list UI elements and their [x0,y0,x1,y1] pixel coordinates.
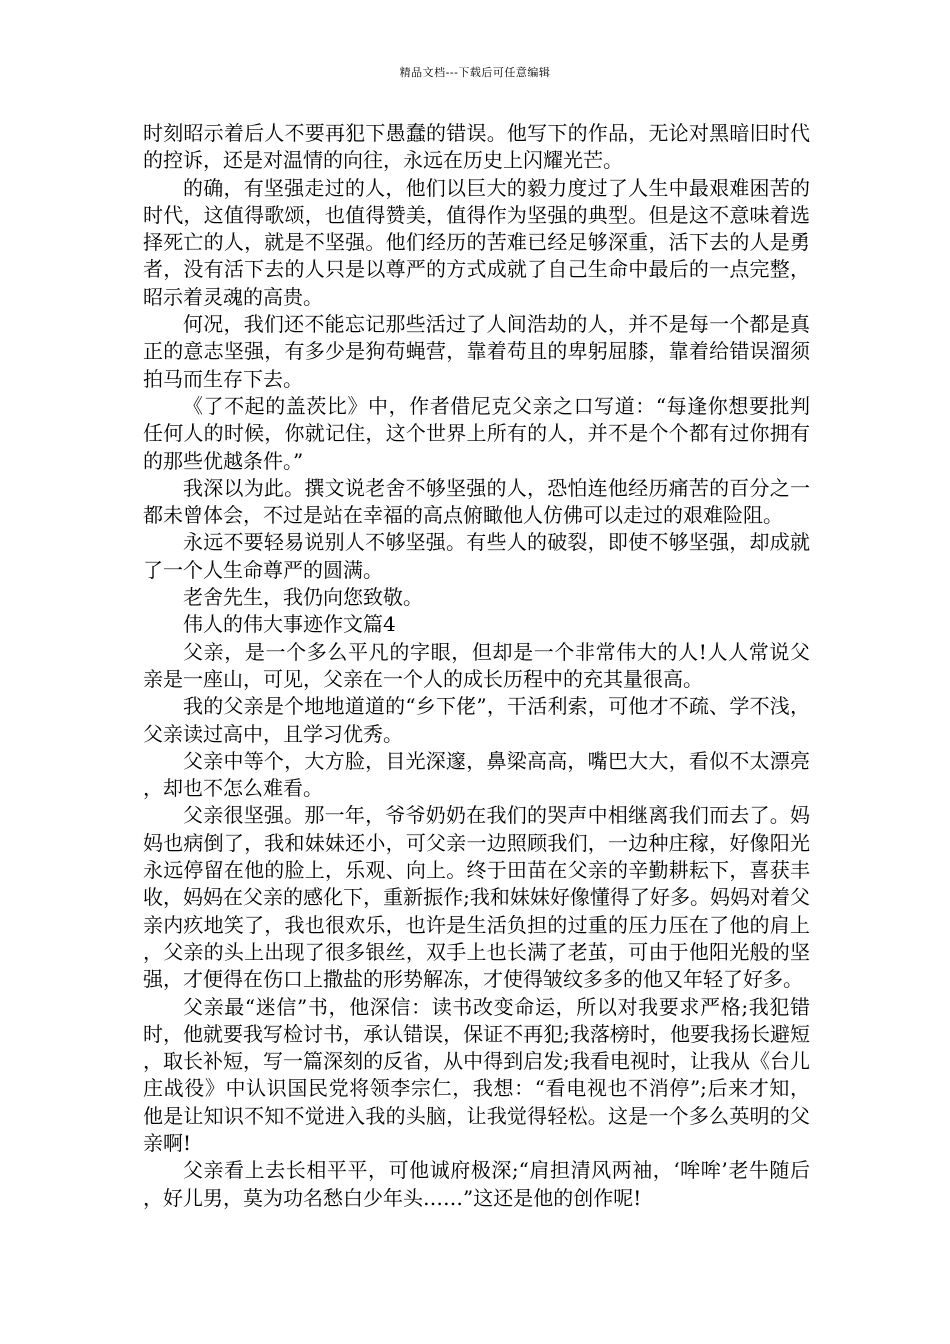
paragraph: 父亲看上去长相平平，可他诚府极深;“肩担清风两袖，‘哞哞’老牛随后，好儿男，莫为功名愁白少年头……”这还是他的创作呢! [143,1158,810,1210]
paragraph: 的确，有坚强走过的人，他们以巨大的毅力度过了人生中最艰难困苦的时代，这值得歌颂，也值得赞美，值得作为坚强的典型。但是这不意味着选择死亡的人，就是不坚强。他们经历的苦难已经足够深重，活下去的人是勇者，没有活下去的人只是以尊严的方式成就了自己生命中最后的一点完整，昭示着灵魂的高贵。 [143,175,810,309]
page-header: 精品文档---下载后可任意编辑 [399,66,551,79]
paragraph: 《了不起的盖茨比》中，作者借尼克父亲之口写道：“每逢你想要批判任何人的时候，你就记住，这个世界上所有的人，并不是个个都有过你拥有的那些优越条件。” [143,393,810,473]
paragraph: 我深以为此。撰文说老舍不够坚强的人，恐怕连他经历痛苦的百分之一都未曾体会，不过是站在幸福的高点俯瞰他人仿佛可以走过的艰难险阻。 [143,475,810,528]
paragraph: 老舍先生，我仍向您致敬。 [183,585,423,610]
paragraph: 父亲最“迷信”书，他深信：读书改变命运，所以对我要求严格;我犯错时，他就要我写检讨书，承认错误，保证不再犯;我落榜时，他要我扬长避短，取长补短，写一篇深刻的反省，从中得到启发;我看电视时，让我从《台儿庄战役》中认识国民党将领李宗仁，我想：“看电视也不消停”;后来才知，他是让知识不知不觉进入我的头脑，让我觉得轻松。这是一个多么英明的父亲啊! [143,994,810,1155]
paragraph: 父亲，是一个多么平凡的字眼，但却是一个非常伟大的人!人人常说父亲是一座山，可见，父亲在一个人的成长历程中的充其量很高。 [143,639,810,691]
paragraph: 何况，我们还不能忘记那些活过了人间浩劫的人，并不是每一个都是真正的意志坚强，有多少是狗苟蝇营，靠着苟且的卑躬屈膝，靠着给错误溜须拍马而生存下去。 [143,312,810,391]
paragraph-continuation: 时刻昭示着后人不要再犯下愚蠢的错误。他写下的作品，无论对黑暗旧时代的控诉，还是对温情的向往，永远在历史上闪耀光芒。 [143,121,810,173]
section-title: 伟人的伟大事迹作文篇4 [183,612,396,637]
document-body [143,120,810,1212]
paragraph: 我的父亲是个地地道道的“乡下佬”，干活利索，可他才不疏、学不浅，父亲读过高中，且学习优秀。 [143,694,810,746]
paragraph: 永远不要轻易说别人不够坚强。有些人的破裂，即使不够坚强，却成就了一个人生命尊严的圆满。 [143,530,810,582]
paragraph: 父亲很坚强。那一年，爷爷奶奶在我们的哭声中相继离我们而去了。妈妈也病倒了，我和妹妹还小，可父亲一边照顾我们，一边种庄稼，好像阳光永远停留在他的脸上，乐观、向上。终于田苗在父亲的辛勤耕耘下，喜获丰收，妈妈在父亲的感化下，重新振作;我和妹妹好像懂得了好多。妈妈对着父亲内疚地笑了，我也很欢乐，也许是生活负担的过重的压力压在了他的肩上，父亲的头上出现了很多银丝，双手上也长满了老茧，可由于他阳光般的坚强，才便得在伤口上撒盐的形势解冻，才使得皱纹多多的他又年轻了好多。 [143,803,810,992]
paragraph: 父亲中等个，大方脸，目光深邃，鼻梁高高，嘴巴大大，看似不太漂亮，却也不怎么难看。 [143,748,810,801]
